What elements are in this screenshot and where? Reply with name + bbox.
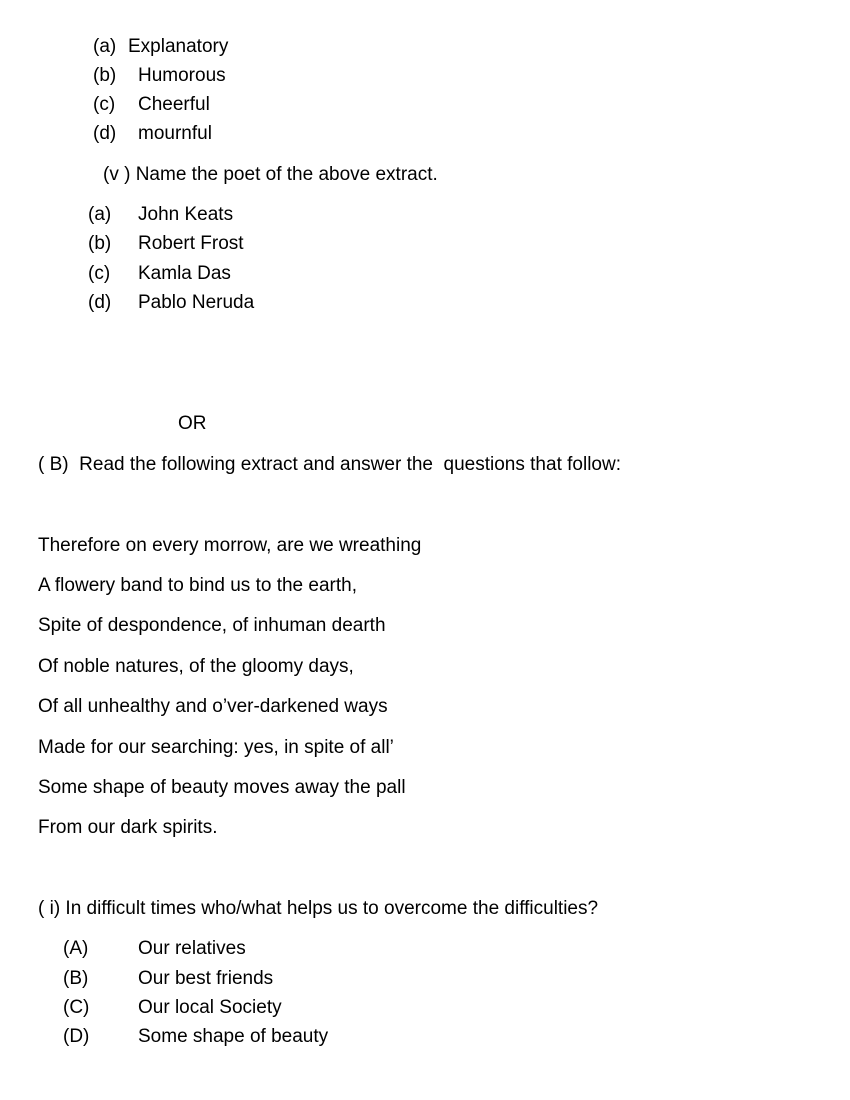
q4-option-b-text: Humorous bbox=[138, 65, 226, 86]
q5-option-c-text: Kamla Das bbox=[138, 263, 231, 284]
poem-line: From our dark spirits. bbox=[38, 817, 218, 838]
section-b-instruction: ( B) Read the following extract and answer the questions that follow: bbox=[38, 454, 621, 475]
poem-line: Some shape of beauty moves away the pall bbox=[38, 777, 406, 798]
q5-option-d-text: Pablo Neruda bbox=[138, 292, 255, 313]
q4-option-a-marker: (a) bbox=[93, 36, 117, 57]
q5-option-d-marker: (d) bbox=[88, 292, 112, 313]
poem-line: Of all unhealthy and o’ver-darkened ways bbox=[38, 696, 388, 717]
q5-option-c-marker: (c) bbox=[88, 263, 111, 284]
b-q1-option-b-marker: (B) bbox=[63, 968, 89, 989]
b-q1-option-a-text: Our relatives bbox=[138, 938, 246, 959]
q4-option-b-marker: (b) bbox=[93, 65, 117, 86]
poem-line: Therefore on every morrow, are we wreathing bbox=[38, 535, 422, 556]
b-q1-option-a-marker: (A) bbox=[63, 938, 89, 959]
q4-option-c-marker: (c) bbox=[93, 94, 116, 115]
b-q1-option-d-text: Some shape of beauty bbox=[138, 1026, 329, 1047]
q4-option-a-text: Explanatory bbox=[128, 36, 229, 57]
poem-line: Spite of despondence, of inhuman dearth bbox=[38, 615, 386, 636]
q4-option-c-text: Cheerful bbox=[138, 94, 210, 115]
poem-line: Made for our searching: yes, in spite of all’ bbox=[38, 737, 394, 758]
q5-option-a-marker: (a) bbox=[88, 204, 112, 225]
b-q1-option-c-text: Our local Society bbox=[138, 997, 282, 1018]
q5-option-b-text: Robert Frost bbox=[138, 233, 244, 254]
poem-line: A flowery band to bind us to the earth, bbox=[38, 575, 357, 596]
b-q1-option-c-marker: (C) bbox=[63, 997, 90, 1018]
q5-option-b-marker: (b) bbox=[88, 233, 112, 254]
q4-option-d-marker: (d) bbox=[93, 123, 117, 144]
b-q1-question: ( i) In difficult times who/what helps us to overcome the difficulties? bbox=[38, 898, 599, 919]
or-label: OR bbox=[178, 413, 207, 434]
q5-question: (v ) Name the poet of the above extract. bbox=[103, 164, 438, 185]
q5-option-a-text: John Keats bbox=[138, 204, 234, 225]
b-q1-option-d-marker: (D) bbox=[63, 1026, 90, 1047]
b-q1-option-b-text: Our best friends bbox=[138, 968, 274, 989]
q4-option-d-text: mournful bbox=[138, 123, 212, 144]
poem-line: Of noble natures, of the gloomy days, bbox=[38, 656, 354, 677]
